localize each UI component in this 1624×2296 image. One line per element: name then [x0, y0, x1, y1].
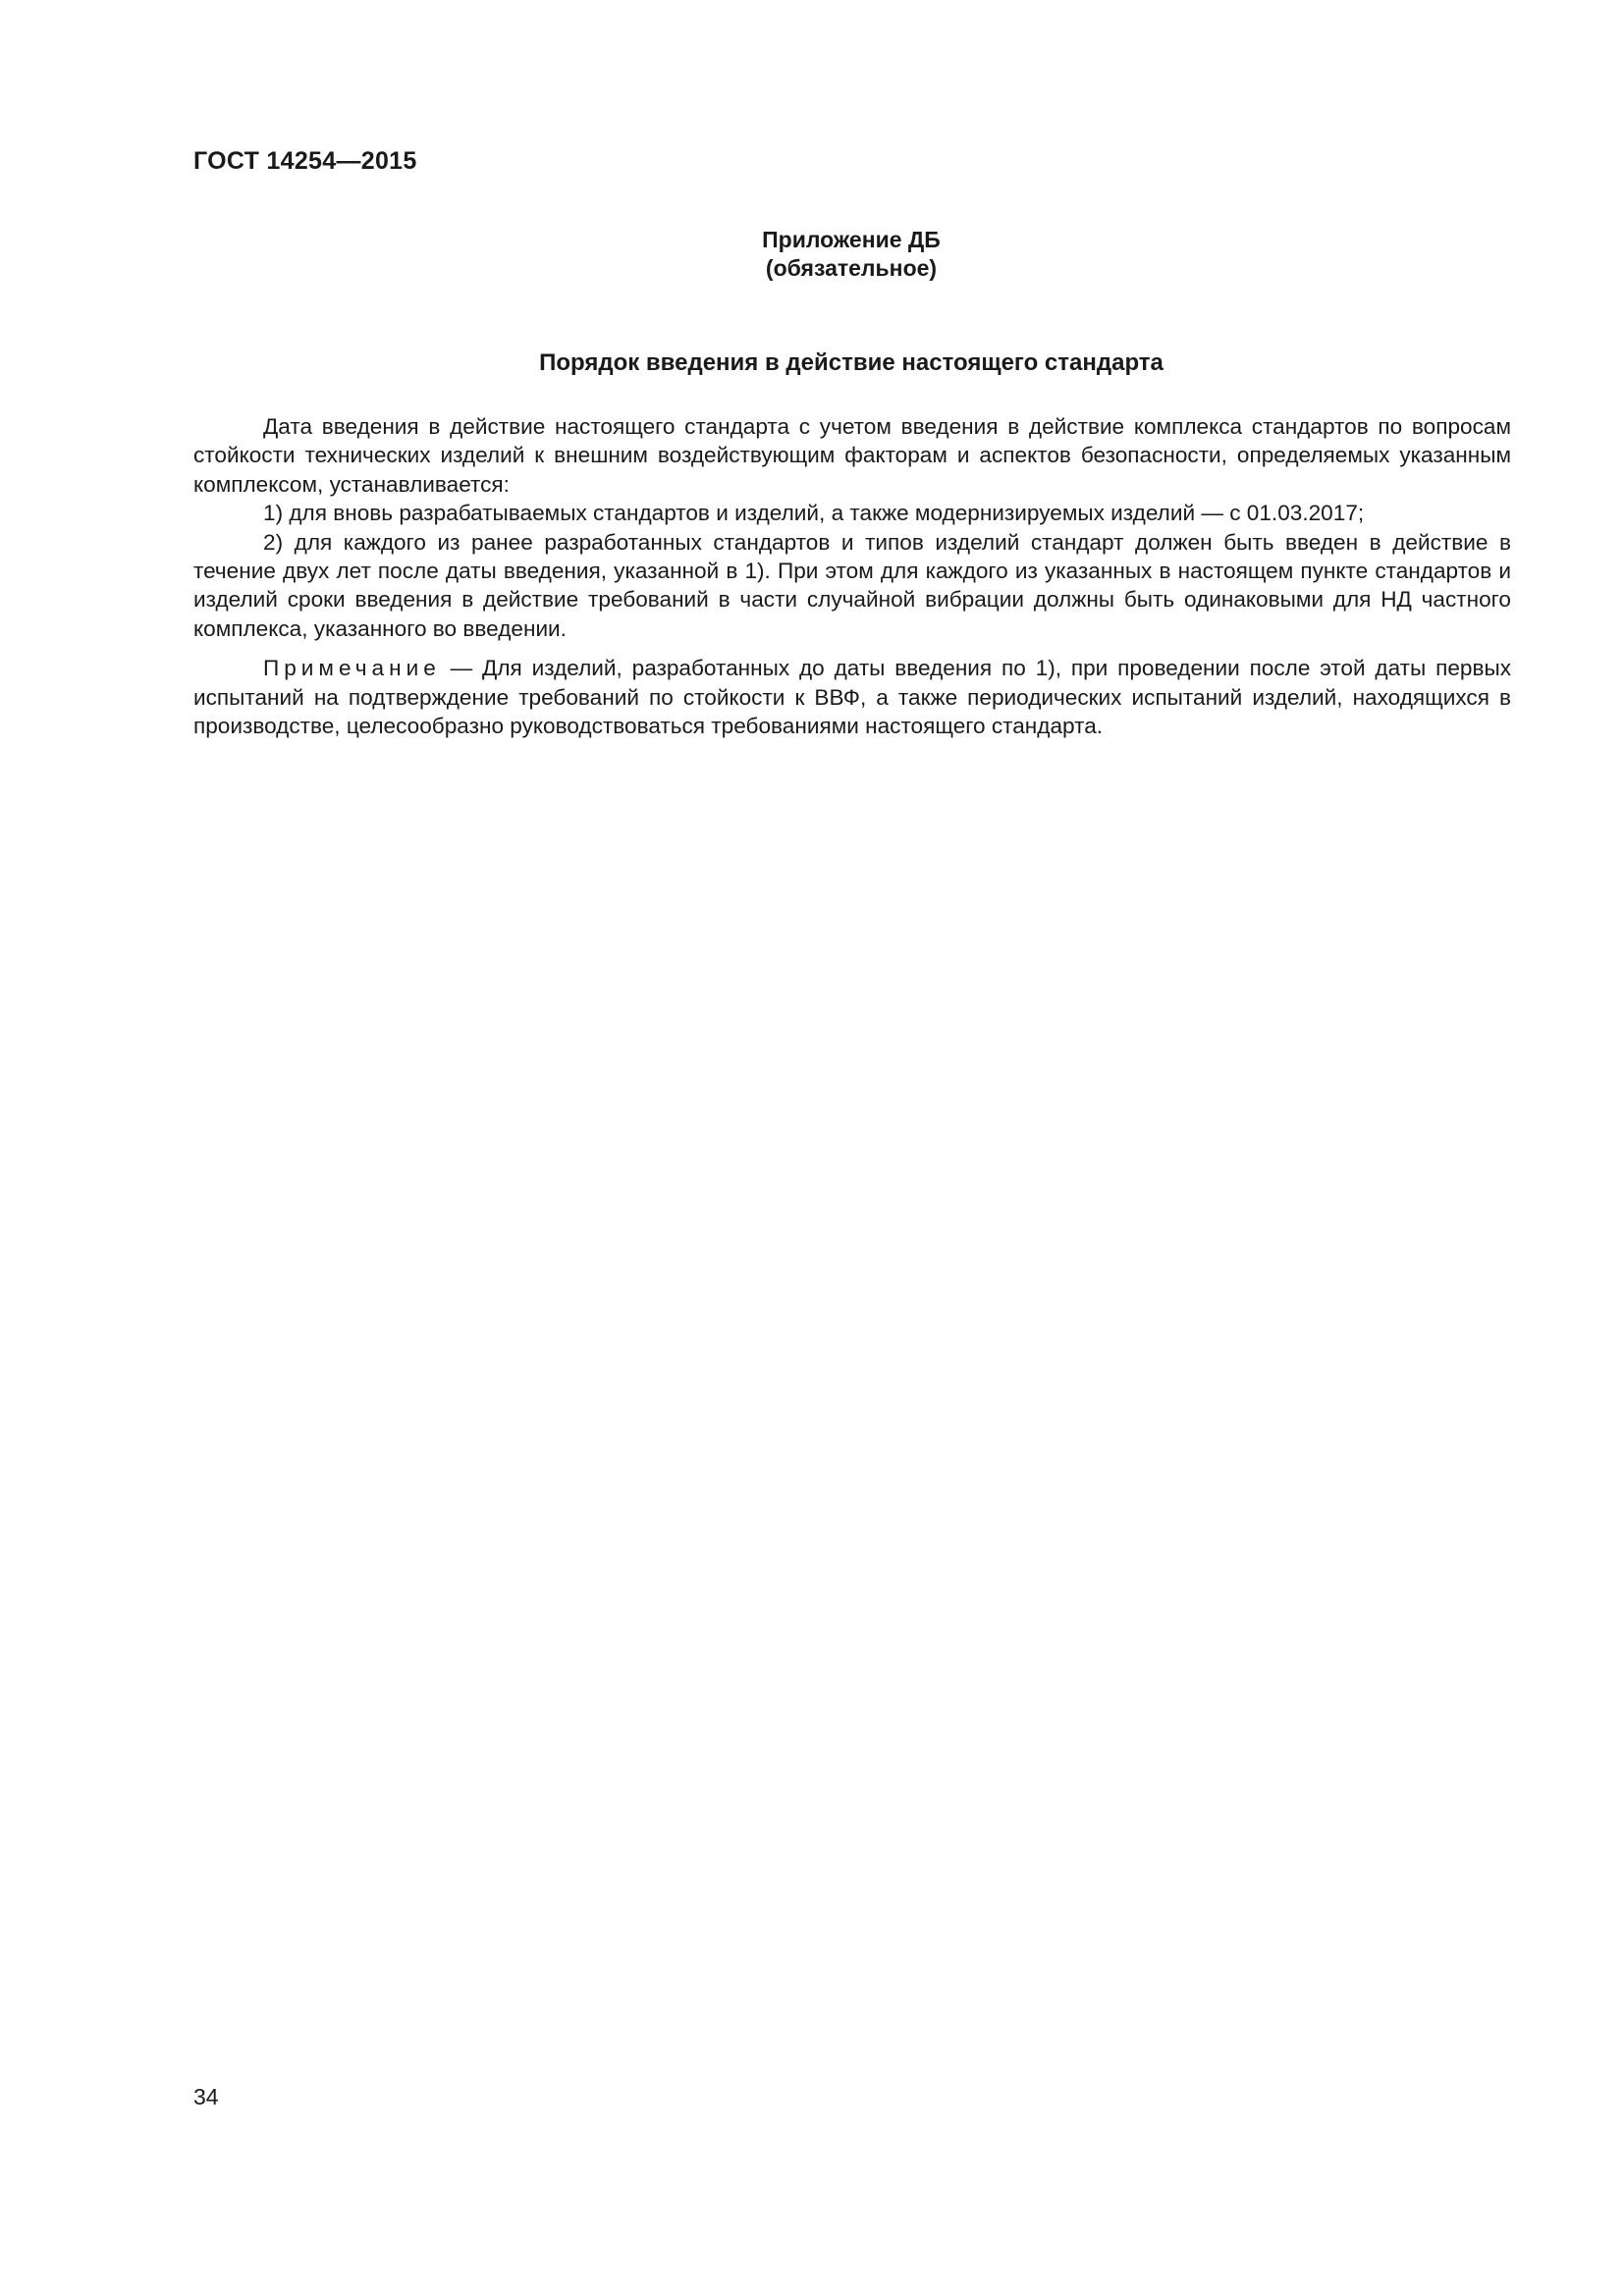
note-text: — Для изделий, разработанных до даты введения по 1), при проведении после этой даты первых испытаний на подтверждение требований по стойкости к ВВФ, а также периодических испытаний изделий, находящихся в производстве, целесообразно руководствоваться требованиями настоящего стандарта.: [193, 656, 1511, 739]
appendix-status: (обязательное): [765, 255, 938, 281]
page-number: 34: [193, 2084, 219, 2109]
list-item-1: 1) для вновь разрабатываемых стандартов и изделий, а также модернизируемых изделий — с 01.03.2017;: [263, 501, 1365, 526]
body-text: [193, 412, 1511, 740]
appendix-title: Приложение ДБ: [762, 227, 941, 252]
note-paragraph: [193, 654, 1511, 740]
note-label: Примечание: [263, 656, 441, 681]
section-title: [0, 349, 1624, 377]
section-title-text: Порядок введения в действие настоящего стандарта: [539, 349, 1164, 376]
intro-paragraph: Дата введения в действие настоящего стандарта с учетом введения в действие комплекса стандартов по вопросам стойкости технических изделий к внешним воздействующим факторам и аспектов безопасности, определяемых указанным комплексом, устанавливается:: [193, 414, 1511, 497]
appendix-heading: [0, 226, 1624, 283]
standard-id-header: ГОСТ 14254—2015: [193, 147, 417, 175]
list-item-2: 2) для каждого из ранее разработанных стандартов и типов изделий стандарт должен быть введен в действие в течение двух лет после даты введения, указанной в 1). При этом для каждого из указанных в настоящем пункте стандартов и изделий сроки введения в действие требований в части случайной вибрации должны быть одинаковыми для НД частного комплекса, указанного во введении.: [193, 529, 1511, 641]
